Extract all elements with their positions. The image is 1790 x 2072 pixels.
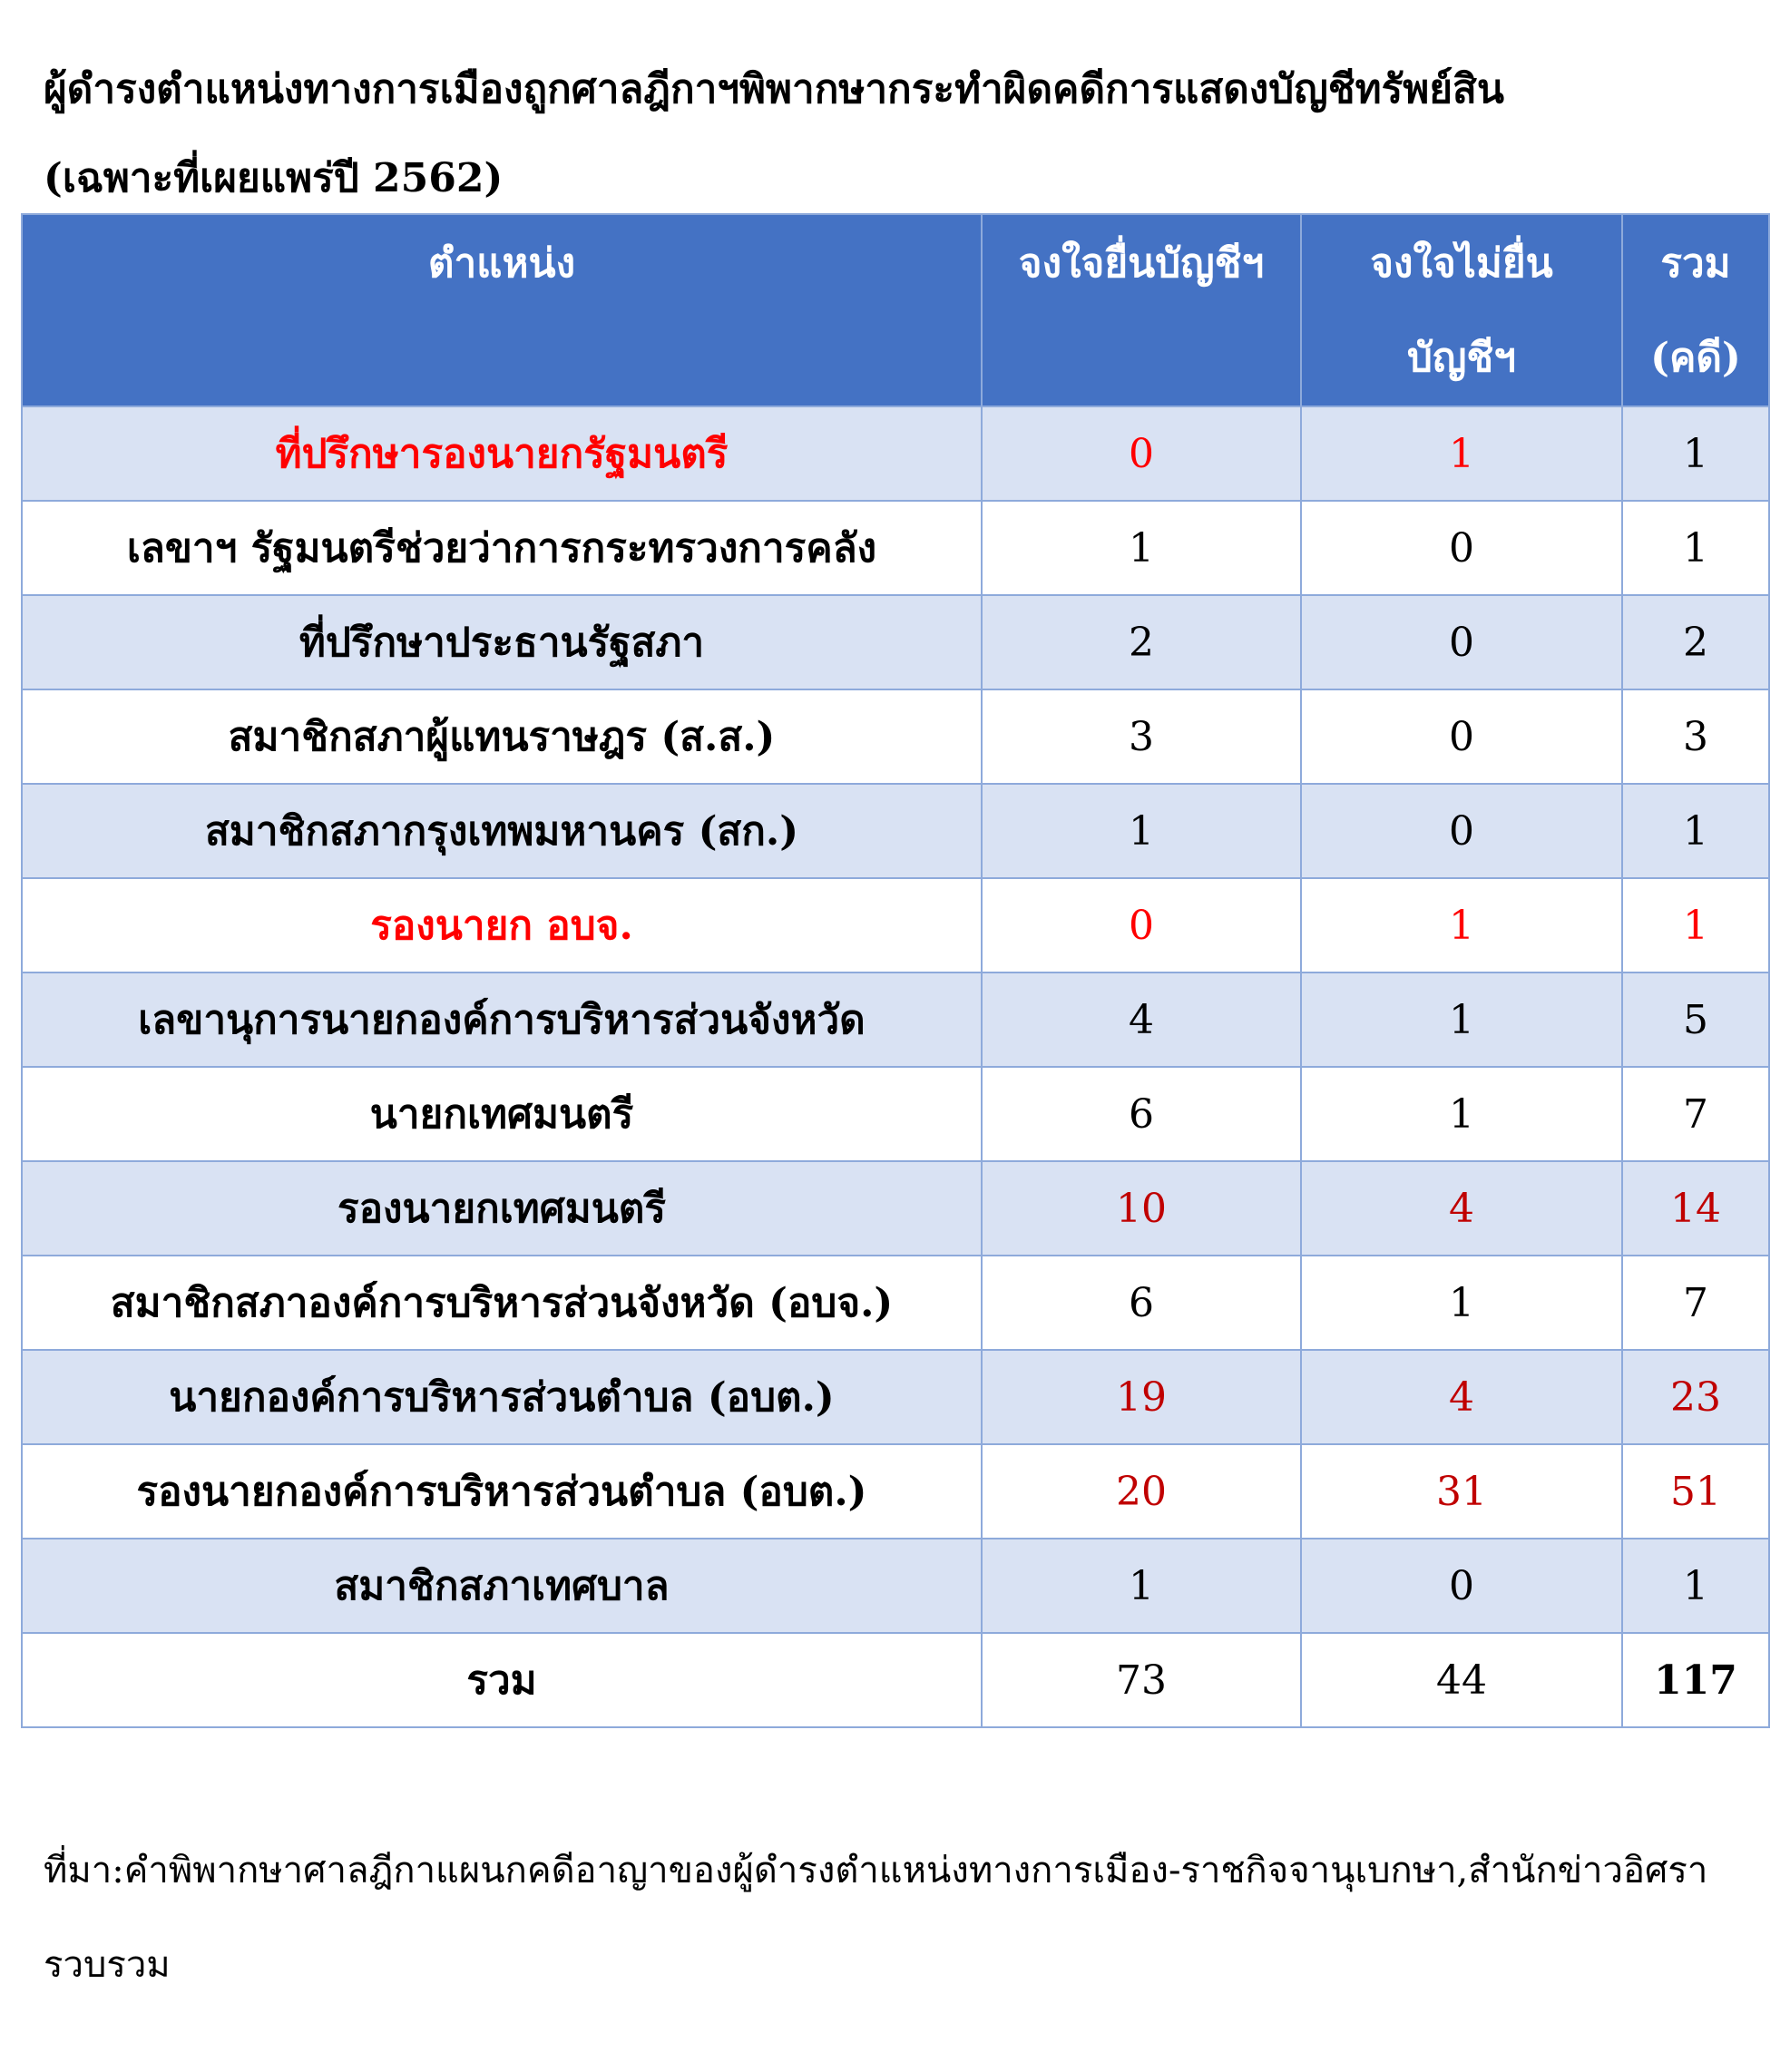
table-row <box>22 1444 1769 1539</box>
total-cell: 23 <box>1622 1350 1769 1444</box>
header-total <box>1622 214 1769 406</box>
not-filed-cell: 1 <box>1301 406 1622 501</box>
not-filed-cell: 0 <box>1301 501 1622 595</box>
document-title <box>44 45 1749 223</box>
position-cell: ที่ปรึกษาประธานรัฐสภา <box>22 595 982 689</box>
intentional-cell: 20 <box>982 1444 1301 1539</box>
table-row <box>22 1161 1769 1256</box>
position-cell: เลขานุการนายกองค์การบริหารส่วนจังหวัด <box>22 972 982 1067</box>
intentional-cell: 0 <box>982 878 1301 972</box>
source-note <box>44 1823 1749 2012</box>
position-cell: นายกเทศมนตรี <box>22 1067 982 1161</box>
total-cell: 1 <box>1622 784 1769 878</box>
header-not-filed-line-2: บัญชีฯ <box>1407 335 1516 381</box>
total-cell: 1 <box>1622 406 1769 501</box>
not-filed-cell: 0 <box>1301 784 1622 878</box>
not-filed-cell: 1 <box>1301 1256 1622 1350</box>
header-intentional-false: จงใจยื่นบัญชีฯ <box>982 214 1301 406</box>
total-intentional-cell: 73 <box>982 1633 1301 1727</box>
intentional-cell: 2 <box>982 595 1301 689</box>
table-row <box>22 501 1769 595</box>
total-label-cell: รวม <box>22 1633 982 1727</box>
not-filed-cell: 0 <box>1301 1539 1622 1633</box>
statistics-table <box>21 213 1770 1728</box>
header-total-line-1: รวม <box>1660 240 1731 287</box>
not-filed-cell: 1 <box>1301 1067 1622 1161</box>
total-cell: 7 <box>1622 1067 1769 1161</box>
total-cell: 7 <box>1622 1256 1769 1350</box>
intentional-cell: 1 <box>982 501 1301 595</box>
position-cell: รองนายก อบจ. <box>22 878 982 972</box>
total-cell: 5 <box>1622 972 1769 1067</box>
total-cell: 2 <box>1622 595 1769 689</box>
position-cell: สมาชิกสภาองค์การบริหารส่วนจังหวัด (อบจ.) <box>22 1256 982 1350</box>
source-line-1: ที่มา:คำพิพากษาศาลฎีกาแผนกคดีอาญาของผู้ดำรงตำแหน่งทางการเมือง-ราชกิจจานุเบกษา,สำนักข่าวอิศรา <box>44 1850 1708 1891</box>
intentional-cell: 3 <box>982 689 1301 784</box>
table-row <box>22 972 1769 1067</box>
position-cell: สมาชิกสภากรุงเทพมหานคร (สก.) <box>22 784 982 878</box>
title-line-2: (เฉพาะที่เผยแพร่ปี 2562) <box>44 155 504 201</box>
header-position: ตำแหน่ง <box>22 214 982 406</box>
intentional-cell: 0 <box>982 406 1301 501</box>
position-cell: รองนายกเทศมนตรี <box>22 1161 982 1256</box>
table-header <box>22 214 1769 406</box>
total-cell: 1 <box>1622 1539 1769 1633</box>
not-filed-cell: 4 <box>1301 1350 1622 1444</box>
header-not-filed-line-1: จงใจไม่ยื่น <box>1370 240 1553 287</box>
not-filed-cell: 1 <box>1301 972 1622 1067</box>
table-body <box>22 406 1769 1727</box>
header-row <box>22 214 1769 406</box>
intentional-cell: 1 <box>982 784 1301 878</box>
position-cell: เลขาฯ รัฐมนตรีช่วยว่าการกระทรวงการคลัง <box>22 501 982 595</box>
table-row <box>22 406 1769 501</box>
intentional-cell: 4 <box>982 972 1301 1067</box>
intentional-cell: 19 <box>982 1350 1301 1444</box>
not-filed-cell: 0 <box>1301 689 1622 784</box>
title-line-1: ผู้ดำรงตำแหน่งทางการเมืองถูกศาลฎีกาฯพิพากษากระทำผิดคดีการแสดงบัญชีทรัพย์สิน <box>44 66 1504 112</box>
position-cell: รองนายกองค์การบริหารส่วนตำบล (อบต.) <box>22 1444 982 1539</box>
table-row <box>22 1256 1769 1350</box>
intentional-cell: 6 <box>982 1067 1301 1161</box>
not-filed-cell: 31 <box>1301 1444 1622 1539</box>
table-row <box>22 1539 1769 1633</box>
table-row <box>22 1350 1769 1444</box>
position-cell: ที่ปรึกษารองนายกรัฐมนตรี <box>22 406 982 501</box>
grand-total-cell: 117 <box>1622 1633 1769 1727</box>
not-filed-cell: 0 <box>1301 595 1622 689</box>
header-not-filed <box>1301 214 1622 406</box>
position-cell: นายกองค์การบริหารส่วนตำบล (อบต.) <box>22 1350 982 1444</box>
source-line-2: รวบรวม <box>44 1944 171 1986</box>
table-row <box>22 1067 1769 1161</box>
intentional-cell: 1 <box>982 1539 1301 1633</box>
intentional-cell: 6 <box>982 1256 1301 1350</box>
total-not-filed-cell: 44 <box>1301 1633 1622 1727</box>
position-cell: สมาชิกสภาผู้แทนราษฎร (ส.ส.) <box>22 689 982 784</box>
total-row <box>22 1633 1769 1727</box>
not-filed-cell: 4 <box>1301 1161 1622 1256</box>
table-row <box>22 784 1769 878</box>
not-filed-cell: 1 <box>1301 878 1622 972</box>
total-cell: 51 <box>1622 1444 1769 1539</box>
intentional-cell: 10 <box>982 1161 1301 1256</box>
header-total-line-2: (คดี) <box>1650 335 1741 381</box>
table-row <box>22 689 1769 784</box>
position-cell: สมาชิกสภาเทศบาล <box>22 1539 982 1633</box>
total-cell: 1 <box>1622 501 1769 595</box>
table-row <box>22 878 1769 972</box>
total-cell: 3 <box>1622 689 1769 784</box>
total-cell: 14 <box>1622 1161 1769 1256</box>
table-row <box>22 595 1769 689</box>
total-cell: 1 <box>1622 878 1769 972</box>
